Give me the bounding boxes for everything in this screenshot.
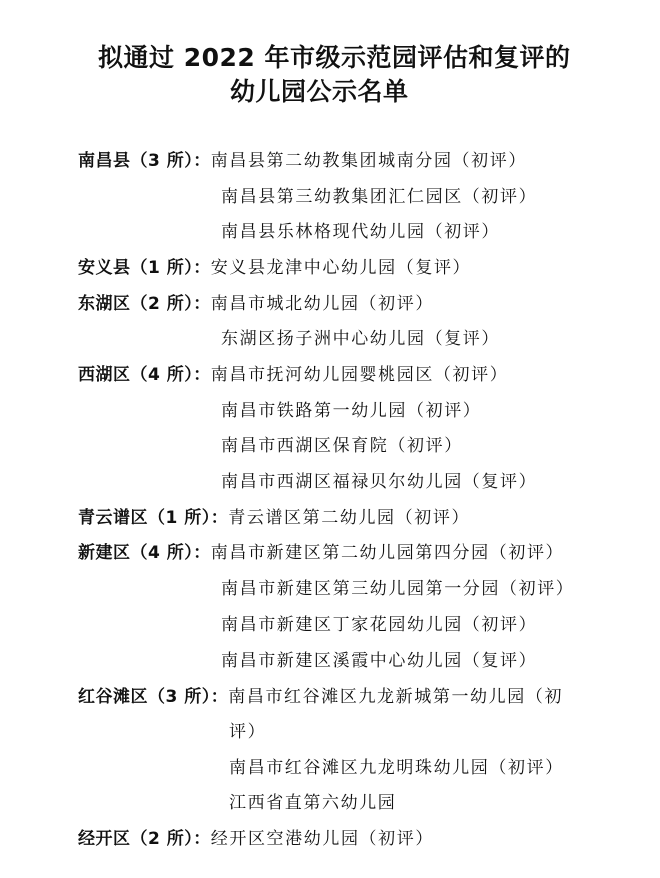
- school-item: 南昌市西湖区保育院（初评）: [221, 436, 463, 456]
- district-row-xihu: [78, 364, 508, 386]
- document-title-line-2: 幼儿园公示名单: [230, 77, 409, 106]
- school-item: 经开区空港幼儿园（初评）: [210, 829, 434, 849]
- school-item: 南昌县第三幼教集团汇仁园区（初评）: [221, 187, 538, 207]
- school-item: 安义县龙津中心幼儿园（复评）: [210, 258, 472, 278]
- district-row-honggutan: [78, 686, 563, 708]
- district-label: 经开区（2 所）：: [78, 829, 211, 849]
- school-item: 青云谱区第二幼儿园（初评）: [228, 508, 471, 528]
- district-row-jingkai: [78, 828, 434, 850]
- district-row-donghu: [78, 293, 434, 315]
- school-item: 南昌市城北幼儿园（初评）: [210, 294, 434, 314]
- district-label: 西湖区（4 所）：: [78, 365, 211, 385]
- district-label: 青云谱区（1 所）：: [78, 508, 229, 528]
- district-label: 东湖区（2 所）：: [78, 294, 211, 314]
- district-row-qingyunpu: [78, 507, 470, 529]
- school-item-continuation: 评）: [229, 722, 267, 742]
- school-item: 南昌市红谷滩区九龙新城第一幼儿园（初: [228, 687, 564, 707]
- school-item: 东湖区扬子洲中心幼儿园（复评）: [221, 329, 500, 349]
- school-item: 南昌市新建区丁家花园幼儿园（初评）: [221, 615, 538, 635]
- school-item: 南昌市红谷滩区九龙明珠幼儿园（初评）: [229, 758, 564, 778]
- school-item: 南昌市新建区第三幼儿园第一分园（初评）: [221, 579, 575, 599]
- school-item: 南昌市抚河幼儿园婴桃园区（初评）: [210, 365, 509, 385]
- district-row-nanchang-county: [78, 150, 527, 172]
- school-item: 南昌市铁路第一幼儿园（初评）: [221, 401, 482, 421]
- school-item: 南昌市新建区第二幼儿园第四分园（初评）: [210, 543, 565, 563]
- school-item: 南昌市新建区溪霞中心幼儿园（复评）: [221, 651, 538, 671]
- school-item: 南昌县乐林格现代幼儿园（初评）: [221, 222, 500, 242]
- document-title-line-1: 拟通过 2022 年市级示范园评估和复评的: [98, 43, 571, 72]
- district-row-xinjian: [78, 542, 564, 564]
- district-label: 南昌县（3 所）：: [78, 151, 211, 171]
- school-item: 南昌市西湖区福禄贝尔幼儿园（复评）: [221, 472, 538, 492]
- school-item: 江西省直第六幼儿园: [229, 793, 397, 813]
- district-row-anyi-county: [78, 257, 471, 279]
- district-label: 安义县（1 所）：: [78, 258, 211, 278]
- school-item: 南昌县第二幼教集团城南分园（初评）: [210, 151, 527, 171]
- district-label: 红谷滩区（3 所）：: [78, 687, 229, 707]
- district-label: 新建区（4 所）：: [78, 543, 211, 563]
